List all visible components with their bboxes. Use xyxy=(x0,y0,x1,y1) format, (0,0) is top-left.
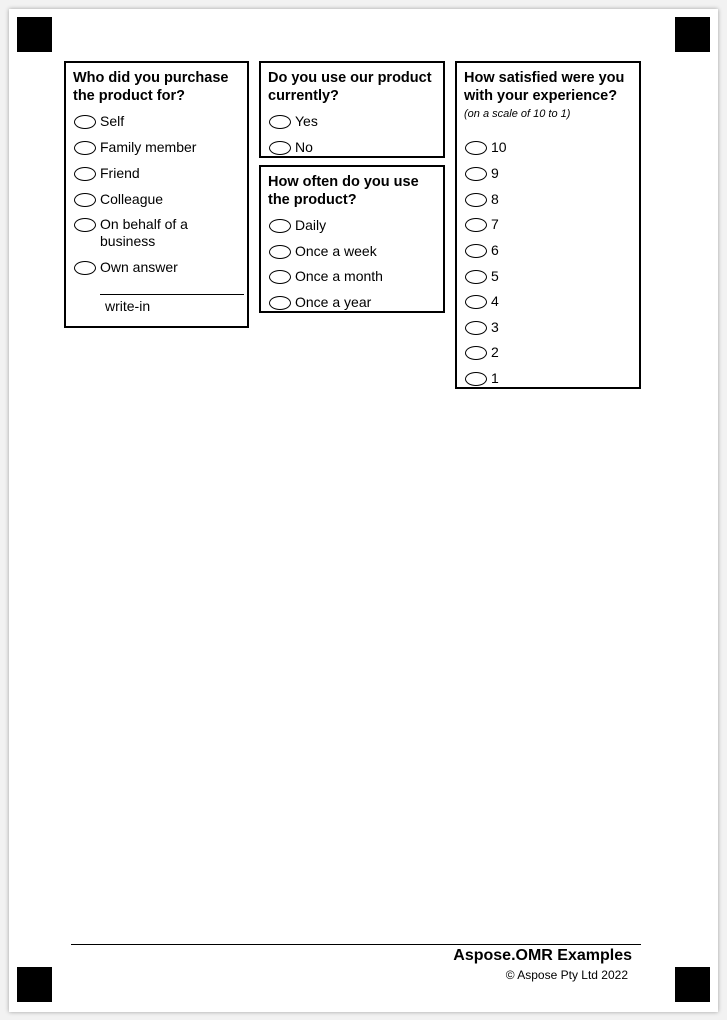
question-purchase-for xyxy=(64,61,249,328)
option-label: 5 xyxy=(491,268,499,284)
oval-bubble-icon[interactable] xyxy=(269,141,291,155)
oval-bubble-icon[interactable] xyxy=(465,244,487,258)
oval-bubble-icon[interactable] xyxy=(269,245,291,259)
option-label: Once a week xyxy=(295,243,377,259)
footer-divider xyxy=(71,944,641,945)
oval-bubble-icon[interactable] xyxy=(74,261,96,275)
option-label: 1 xyxy=(491,370,499,386)
option-label: Once a month xyxy=(295,268,383,284)
oval-bubble-icon[interactable] xyxy=(465,346,487,360)
oval-bubble-icon[interactable] xyxy=(74,218,96,232)
oval-bubble-icon[interactable] xyxy=(269,115,291,129)
oval-bubble-icon[interactable] xyxy=(74,193,96,207)
option-rating-10[interactable] xyxy=(465,139,507,156)
write-in-label: write-in xyxy=(105,298,151,314)
oval-bubble-icon[interactable] xyxy=(465,193,487,207)
oval-bubble-icon[interactable] xyxy=(465,218,487,232)
option-label: Colleague xyxy=(100,191,164,207)
option-business[interactable] xyxy=(74,216,194,250)
option-family-member[interactable] xyxy=(74,139,196,156)
option-rating-6[interactable] xyxy=(465,242,499,259)
oval-bubble-icon[interactable] xyxy=(269,270,291,284)
option-colleague[interactable] xyxy=(74,191,163,208)
option-rating-7[interactable] xyxy=(465,216,499,233)
oval-bubble-icon[interactable] xyxy=(465,167,487,181)
oval-bubble-icon[interactable] xyxy=(465,372,487,386)
question-title: Who did you purchase the product for? xyxy=(73,70,229,104)
oval-bubble-icon[interactable] xyxy=(269,219,291,233)
question-usage-frequency xyxy=(259,165,445,313)
option-friend[interactable] xyxy=(74,165,140,182)
option-own-answer[interactable] xyxy=(74,259,178,276)
option-yes[interactable] xyxy=(269,113,318,130)
option-label: 8 xyxy=(491,191,499,207)
question-satisfaction xyxy=(455,61,641,389)
option-label: On behalf of a business xyxy=(100,216,188,249)
option-label: 3 xyxy=(491,319,499,335)
option-label: 10 xyxy=(491,139,507,155)
option-label: No xyxy=(295,139,313,155)
option-label: 7 xyxy=(491,216,499,232)
option-once-a-year[interactable] xyxy=(269,294,371,311)
option-label: 6 xyxy=(491,242,499,258)
option-label: Once a year xyxy=(295,294,372,310)
option-label: 4 xyxy=(491,293,499,309)
option-rating-3[interactable] xyxy=(465,319,499,336)
option-no[interactable] xyxy=(269,139,313,156)
question-title: Do you use our product currently? xyxy=(268,70,432,104)
registration-marker-top-right-icon xyxy=(675,17,710,52)
option-daily[interactable] xyxy=(269,217,326,234)
footer-copyright: © Aspose Pty Ltd 2022 xyxy=(505,968,628,982)
oval-bubble-icon[interactable] xyxy=(74,141,96,155)
registration-marker-bottom-right-icon xyxy=(675,967,710,1002)
option-rating-4[interactable] xyxy=(465,293,499,310)
footer-title: Aspose.OMR Examples xyxy=(453,947,632,964)
option-label: Yes xyxy=(295,113,318,129)
option-rating-1[interactable] xyxy=(465,370,499,387)
option-label: Self xyxy=(100,113,125,129)
oval-bubble-icon[interactable] xyxy=(465,270,487,284)
oval-bubble-icon[interactable] xyxy=(74,167,96,181)
option-rating-9[interactable] xyxy=(465,165,499,182)
option-label: 9 xyxy=(491,165,499,181)
option-once-a-week[interactable] xyxy=(269,243,377,260)
oval-bubble-icon[interactable] xyxy=(269,296,291,310)
oval-bubble-icon[interactable] xyxy=(465,295,487,309)
oval-bubble-icon[interactable] xyxy=(74,115,96,129)
option-label: Daily xyxy=(295,217,327,233)
option-label: Friend xyxy=(100,165,140,181)
survey-page xyxy=(9,9,718,1012)
registration-marker-bottom-left-icon xyxy=(17,967,52,1002)
registration-marker-top-left-icon xyxy=(17,17,52,52)
write-in-field[interactable] xyxy=(100,294,244,295)
oval-bubble-icon[interactable] xyxy=(465,321,487,335)
option-once-a-month[interactable] xyxy=(269,268,383,285)
option-rating-8[interactable] xyxy=(465,191,499,208)
question-use-product xyxy=(259,61,445,158)
option-rating-5[interactable] xyxy=(465,268,499,285)
option-label: Own answer xyxy=(100,259,178,275)
oval-bubble-icon[interactable] xyxy=(465,141,487,155)
option-label: 2 xyxy=(491,344,499,360)
question-title: How satisfied were you with your experience? xyxy=(464,70,625,104)
question-note: (on a scale of 10 to 1) xyxy=(464,108,571,120)
option-label: Family member xyxy=(100,139,197,155)
option-self[interactable] xyxy=(74,113,124,130)
question-title: How often do you use the product? xyxy=(268,174,419,208)
option-rating-2[interactable] xyxy=(465,344,499,361)
